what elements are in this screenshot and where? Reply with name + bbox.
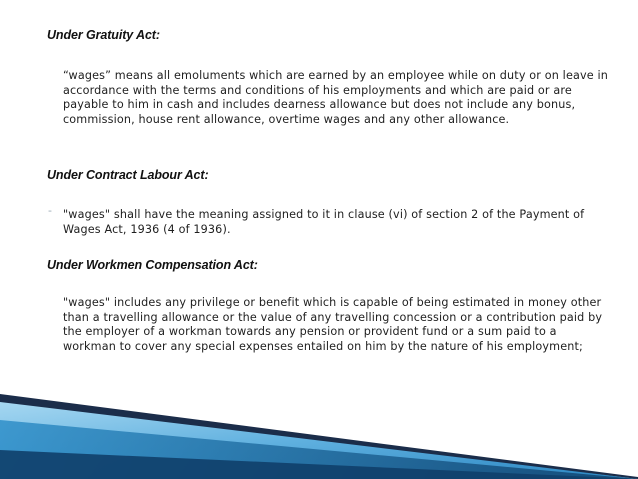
definition-text-workmen-compensation: "wages" includes any privilege or benefit which is capable of being estimated in money other than a travelling allowance or the value of any travelling concession or a contribution paid by the employer of a workman towards any pension or provident fund or a sum paid to a workman to cover any special expenses entailed on him by the nature of his employment; xyxy=(63,296,603,353)
section-heading-contract-labour: Under Contract Labour Act: xyxy=(47,168,209,182)
definition-text-contract-labour: "wages" shall have the meaning assigned to it in clause (vi) of section 2 of the Payment of Wages Act, 1936 (4 of 1936). xyxy=(63,208,585,236)
definition-text-gratuity: “wages” means all emoluments which are earned by an employee while on duty or on leave in accordance with the terms and conditions of his employments and which are paid or are payable to him in cash and includes dearness allowance but does not include any bonus, commission, house rent allowance, overtime wages and any other allowance. xyxy=(63,69,608,126)
decorative-wave-band xyxy=(0,380,638,479)
section-heading-gratuity: Under Gratuity Act: xyxy=(47,28,160,42)
bullet-marker-contract-labour: ‐ xyxy=(48,204,52,217)
section-heading-workmen-compensation: Under Workmen Compensation Act: xyxy=(47,258,258,272)
